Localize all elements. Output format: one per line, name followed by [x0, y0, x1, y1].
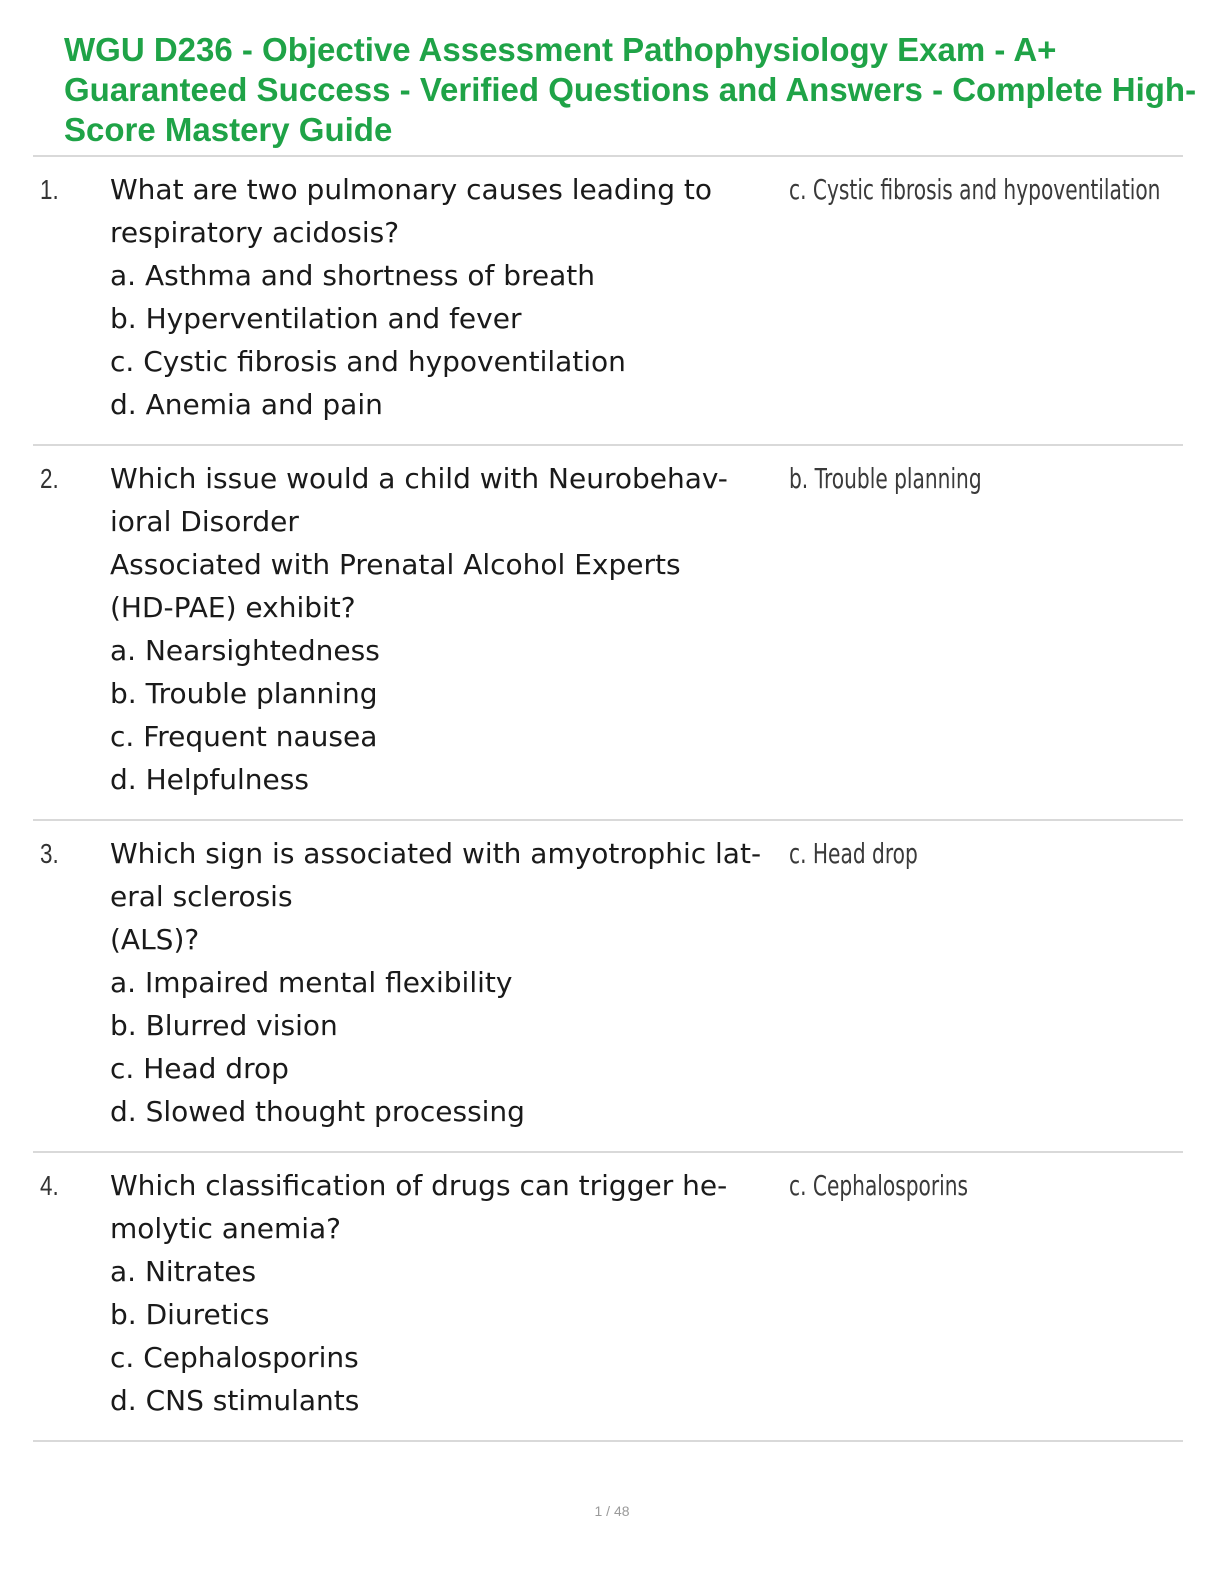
question-number: 2.: [40, 463, 59, 494]
page-indicator: 1 / 48: [594, 1503, 630, 1519]
answer-option: a. Nitrates: [110, 1255, 257, 1288]
question-text: [110, 168, 775, 426]
question-line: eral sclerosis: [110, 880, 293, 913]
question-line: Associated with Prenatal Alcohol Experts: [110, 548, 681, 581]
answer-option: d. Helpfulness: [110, 763, 309, 796]
answer-option: c. Frequent nausea: [110, 720, 378, 753]
correct-answer: b. Trouble planning: [789, 462, 982, 495]
answer-option: b. Blurred vision: [110, 1009, 338, 1042]
correct-answer: c. Cystic fibrosis and hypoventilation: [789, 173, 1161, 206]
answer-option: b. Hyperventilation and fever: [110, 302, 522, 335]
divider: [33, 1151, 1183, 1153]
question-line: (HD-PAE) exhibit?: [110, 591, 356, 624]
answer-option: b. Trouble planning: [110, 677, 378, 710]
answer-option: a. Nearsightedness: [110, 634, 380, 667]
answer-option: a. Asthma and shortness of breath: [110, 259, 596, 292]
answer-option: d. Anemia and pain: [110, 388, 383, 421]
answer-option: c. Head drop: [110, 1052, 289, 1085]
correct-answer: c. Head drop: [789, 837, 918, 870]
question-line: (ALS)?: [110, 923, 200, 956]
answer-option: c. Cephalosporins: [110, 1341, 359, 1374]
divider: [33, 819, 1183, 821]
answer-option: d. CNS stimulants: [110, 1384, 360, 1417]
correct-answer: c. Cephalosporins: [789, 1169, 969, 1202]
question-line: Which sign is associated with amyotrophic lat-: [110, 837, 762, 870]
question-text: [110, 1164, 775, 1422]
question-line: Which classification of drugs can trigger he-: [110, 1169, 728, 1202]
question-text: [110, 457, 775, 801]
answer-option: a. Impaired mental flexibility: [110, 966, 513, 999]
question-line: What are two pulmonary causes leading to: [110, 173, 712, 206]
divider: [33, 444, 1183, 446]
question-number: 1.: [40, 174, 59, 205]
answer-option: b. Diuretics: [110, 1298, 270, 1331]
question-line: ioral Disorder: [110, 505, 299, 538]
question-line: respiratory acidosis?: [110, 216, 400, 249]
question-line: molytic anemia?: [110, 1212, 342, 1245]
divider: [33, 1440, 1183, 1442]
document-title: WGU D236 - Objective Assessment Pathophysiology Exam - A+ Guaranteed Success - Verified Questions and Answers - Complete High-Score Mastery Guide: [64, 31, 1197, 148]
divider: [33, 155, 1183, 157]
question-number: 3.: [40, 838, 59, 869]
question-number: 4.: [40, 1170, 59, 1201]
question-line: Which issue would a child with Neurobehav-: [110, 462, 728, 495]
answer-option: c. Cystic fibrosis and hypoventilation: [110, 345, 626, 378]
answer-option: d. Slowed thought processing: [110, 1095, 525, 1128]
question-text: [110, 832, 775, 1133]
